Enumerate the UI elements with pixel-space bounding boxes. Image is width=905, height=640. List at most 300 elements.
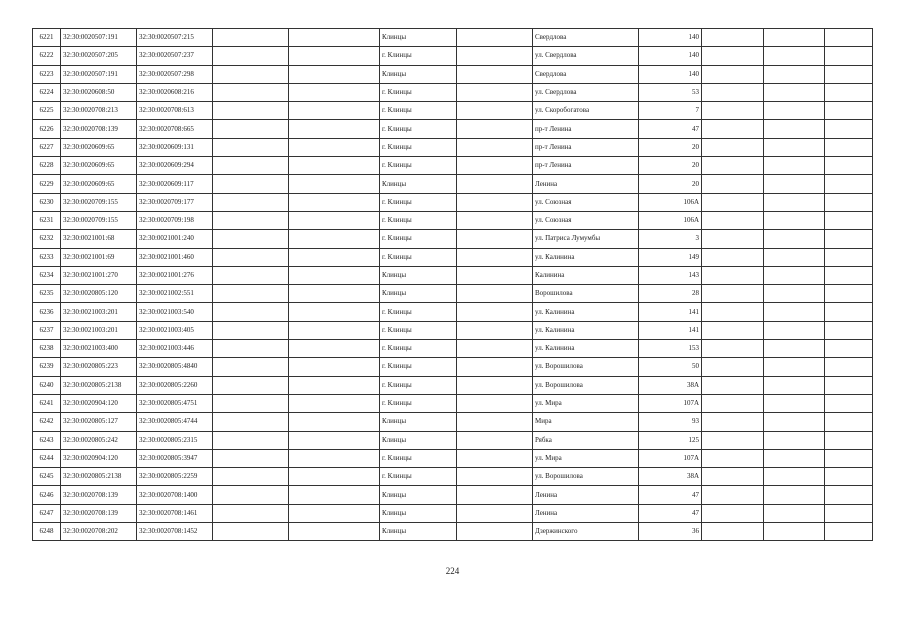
empty-cell bbox=[702, 193, 764, 211]
row-number-cell: 6241 bbox=[33, 394, 61, 412]
building-number-cell: 47 bbox=[639, 120, 702, 138]
city-cell: Клинцы bbox=[380, 266, 457, 284]
row-number-cell: 6238 bbox=[33, 340, 61, 358]
table-row bbox=[33, 486, 873, 504]
table-row bbox=[33, 65, 873, 83]
empty-cell bbox=[764, 468, 825, 486]
table-row bbox=[33, 285, 873, 303]
building-number-cell: 28 bbox=[639, 285, 702, 303]
empty-cell bbox=[825, 83, 873, 101]
row-number-cell: 6236 bbox=[33, 303, 61, 321]
empty-cell bbox=[213, 248, 289, 266]
parcel-cadastral-cell: 32:30:0020708:139 bbox=[61, 504, 137, 522]
empty-cell bbox=[764, 340, 825, 358]
table-row bbox=[33, 138, 873, 156]
empty-cell bbox=[702, 449, 764, 467]
empty-cell bbox=[764, 266, 825, 284]
empty-cell bbox=[825, 193, 873, 211]
empty-cell bbox=[825, 303, 873, 321]
object-cadastral-cell: 32:30:0020805:2315 bbox=[137, 431, 213, 449]
parcel-cadastral-cell: 32:30:0020904:120 bbox=[61, 449, 137, 467]
object-cadastral-cell: 32:30:0020708:1461 bbox=[137, 504, 213, 522]
city-cell: Клинцы bbox=[380, 65, 457, 83]
empty-cell bbox=[764, 47, 825, 65]
parcel-cadastral-cell: 32:30:0020709:155 bbox=[61, 211, 137, 229]
table-row bbox=[33, 413, 873, 431]
empty-cell bbox=[702, 175, 764, 193]
parcel-cadastral-cell: 32:30:0020709:155 bbox=[61, 193, 137, 211]
empty-cell bbox=[457, 266, 533, 284]
empty-cell bbox=[213, 468, 289, 486]
empty-cell bbox=[457, 138, 533, 156]
empty-cell bbox=[702, 376, 764, 394]
building-number-cell: 20 bbox=[639, 175, 702, 193]
object-cadastral-cell: 32:30:0021003:446 bbox=[137, 340, 213, 358]
empty-cell bbox=[457, 321, 533, 339]
building-number-cell: 107А bbox=[639, 394, 702, 412]
empty-cell bbox=[825, 394, 873, 412]
row-number-cell: 6227 bbox=[33, 138, 61, 156]
empty-cell bbox=[764, 29, 825, 47]
empty-cell bbox=[457, 358, 533, 376]
empty-cell bbox=[702, 65, 764, 83]
parcel-cadastral-cell: 32:30:0020608:50 bbox=[61, 83, 137, 101]
city-cell: г. Клинцы bbox=[380, 449, 457, 467]
street-cell: Ленина bbox=[533, 486, 639, 504]
empty-cell bbox=[457, 504, 533, 522]
row-number-cell: 6222 bbox=[33, 47, 61, 65]
empty-cell bbox=[825, 523, 873, 541]
building-number-cell: 36 bbox=[639, 523, 702, 541]
object-cadastral-cell: 32:30:0020805:4744 bbox=[137, 413, 213, 431]
empty-cell bbox=[764, 303, 825, 321]
empty-cell bbox=[825, 321, 873, 339]
object-cadastral-cell: 32:30:0020507:298 bbox=[137, 65, 213, 83]
street-cell: Ленина bbox=[533, 175, 639, 193]
object-cadastral-cell: 32:30:0020507:215 bbox=[137, 29, 213, 47]
street-cell: Калинина bbox=[533, 266, 639, 284]
empty-cell bbox=[825, 230, 873, 248]
parcel-cadastral-cell: 32:30:0021003:201 bbox=[61, 321, 137, 339]
table-row bbox=[33, 468, 873, 486]
empty-cell bbox=[289, 138, 380, 156]
row-number-cell: 6246 bbox=[33, 486, 61, 504]
empty-cell bbox=[213, 65, 289, 83]
street-cell: Ворошилова bbox=[533, 285, 639, 303]
table-row bbox=[33, 83, 873, 101]
empty-cell bbox=[213, 431, 289, 449]
building-number-cell: 20 bbox=[639, 157, 702, 175]
street-cell: ул. Ворошилова bbox=[533, 358, 639, 376]
object-cadastral-cell: 32:30:0020805:2259 bbox=[137, 468, 213, 486]
empty-cell bbox=[289, 211, 380, 229]
street-cell: ул. Мира bbox=[533, 394, 639, 412]
empty-cell bbox=[213, 504, 289, 522]
empty-cell bbox=[289, 102, 380, 120]
empty-cell bbox=[289, 230, 380, 248]
parcel-cadastral-cell: 32:30:0020708:213 bbox=[61, 102, 137, 120]
parcel-cadastral-cell: 32:30:0020708:139 bbox=[61, 120, 137, 138]
table-row bbox=[33, 102, 873, 120]
registry-table bbox=[32, 28, 873, 541]
city-cell: г. Клинцы bbox=[380, 376, 457, 394]
empty-cell bbox=[702, 83, 764, 101]
parcel-cadastral-cell: 32:30:0020507:205 bbox=[61, 47, 137, 65]
empty-cell bbox=[213, 102, 289, 120]
object-cadastral-cell: 32:30:0021003:540 bbox=[137, 303, 213, 321]
empty-cell bbox=[825, 285, 873, 303]
empty-cell bbox=[213, 266, 289, 284]
object-cadastral-cell: 32:30:0021001:460 bbox=[137, 248, 213, 266]
city-cell: г. Клинцы bbox=[380, 157, 457, 175]
street-cell: ул. Ворошилова bbox=[533, 376, 639, 394]
empty-cell bbox=[213, 321, 289, 339]
parcel-cadastral-cell: 32:30:0020805:2138 bbox=[61, 376, 137, 394]
empty-cell bbox=[764, 230, 825, 248]
empty-cell bbox=[702, 285, 764, 303]
empty-cell bbox=[825, 47, 873, 65]
building-number-cell: 50 bbox=[639, 358, 702, 376]
empty-cell bbox=[457, 340, 533, 358]
empty-cell bbox=[289, 394, 380, 412]
street-cell: Свердлова bbox=[533, 65, 639, 83]
empty-cell bbox=[764, 285, 825, 303]
empty-cell bbox=[764, 175, 825, 193]
empty-cell bbox=[702, 303, 764, 321]
object-cadastral-cell: 32:30:0020708:613 bbox=[137, 102, 213, 120]
parcel-cadastral-cell: 32:30:0021001:68 bbox=[61, 230, 137, 248]
object-cadastral-cell: 32:30:0020805:4751 bbox=[137, 394, 213, 412]
object-cadastral-cell: 32:30:0020507:237 bbox=[137, 47, 213, 65]
building-number-cell: 38А bbox=[639, 468, 702, 486]
empty-cell bbox=[213, 486, 289, 504]
table-row bbox=[33, 157, 873, 175]
city-cell: г. Клинцы bbox=[380, 248, 457, 266]
table-row bbox=[33, 29, 873, 47]
table-row bbox=[33, 376, 873, 394]
empty-cell bbox=[213, 394, 289, 412]
empty-cell bbox=[825, 449, 873, 467]
empty-cell bbox=[764, 413, 825, 431]
empty-cell bbox=[289, 266, 380, 284]
empty-cell bbox=[289, 486, 380, 504]
empty-cell bbox=[289, 376, 380, 394]
empty-cell bbox=[457, 175, 533, 193]
city-cell: г. Клинцы bbox=[380, 120, 457, 138]
empty-cell bbox=[702, 102, 764, 120]
city-cell: Клинцы bbox=[380, 486, 457, 504]
empty-cell bbox=[702, 431, 764, 449]
city-cell: г. Клинцы bbox=[380, 211, 457, 229]
building-number-cell: 47 bbox=[639, 486, 702, 504]
city-cell: Клинцы bbox=[380, 285, 457, 303]
empty-cell bbox=[764, 523, 825, 541]
empty-cell bbox=[764, 321, 825, 339]
street-cell: Свердлова bbox=[533, 29, 639, 47]
empty-cell bbox=[702, 321, 764, 339]
city-cell: г. Клинцы bbox=[380, 138, 457, 156]
street-cell: ул. Свердлова bbox=[533, 47, 639, 65]
table-row bbox=[33, 266, 873, 284]
parcel-cadastral-cell: 32:30:0020805:223 bbox=[61, 358, 137, 376]
city-cell: г. Клинцы bbox=[380, 394, 457, 412]
building-number-cell: 106А bbox=[639, 193, 702, 211]
city-cell: г. Клинцы bbox=[380, 468, 457, 486]
table-row bbox=[33, 394, 873, 412]
empty-cell bbox=[289, 83, 380, 101]
building-number-cell: 141 bbox=[639, 303, 702, 321]
city-cell: Клинцы bbox=[380, 29, 457, 47]
empty-cell bbox=[702, 211, 764, 229]
empty-cell bbox=[702, 468, 764, 486]
city-cell: Клинцы bbox=[380, 523, 457, 541]
parcel-cadastral-cell: 32:30:0021003:400 bbox=[61, 340, 137, 358]
empty-cell bbox=[825, 340, 873, 358]
parcel-cadastral-cell: 32:30:0020609:65 bbox=[61, 175, 137, 193]
empty-cell bbox=[289, 358, 380, 376]
street-cell: пр-т Ленина bbox=[533, 157, 639, 175]
empty-cell bbox=[825, 248, 873, 266]
empty-cell bbox=[764, 376, 825, 394]
city-cell: г. Клинцы bbox=[380, 358, 457, 376]
building-number-cell: 93 bbox=[639, 413, 702, 431]
city-cell: г. Клинцы bbox=[380, 340, 457, 358]
empty-cell bbox=[457, 65, 533, 83]
empty-cell bbox=[289, 47, 380, 65]
table-row bbox=[33, 358, 873, 376]
empty-cell bbox=[825, 65, 873, 83]
row-number-cell: 6233 bbox=[33, 248, 61, 266]
building-number-cell: 3 bbox=[639, 230, 702, 248]
row-number-cell: 6229 bbox=[33, 175, 61, 193]
empty-cell bbox=[702, 120, 764, 138]
street-cell: ул. Скоробогатова bbox=[533, 102, 639, 120]
table-row bbox=[33, 248, 873, 266]
empty-cell bbox=[825, 138, 873, 156]
empty-cell bbox=[825, 120, 873, 138]
empty-cell bbox=[702, 523, 764, 541]
empty-cell bbox=[702, 340, 764, 358]
parcel-cadastral-cell: 32:30:0021001:69 bbox=[61, 248, 137, 266]
empty-cell bbox=[457, 230, 533, 248]
empty-cell bbox=[825, 504, 873, 522]
empty-cell bbox=[213, 83, 289, 101]
empty-cell bbox=[457, 413, 533, 431]
empty-cell bbox=[457, 303, 533, 321]
row-number-cell: 6245 bbox=[33, 468, 61, 486]
city-cell: г. Клинцы bbox=[380, 303, 457, 321]
street-cell: пр-т Ленина bbox=[533, 138, 639, 156]
empty-cell bbox=[764, 248, 825, 266]
empty-cell bbox=[213, 138, 289, 156]
street-cell: ул. Союзная bbox=[533, 211, 639, 229]
object-cadastral-cell: 32:30:0020609:294 bbox=[137, 157, 213, 175]
row-number-cell: 6221 bbox=[33, 29, 61, 47]
parcel-cadastral-cell: 32:30:0020805:242 bbox=[61, 431, 137, 449]
empty-cell bbox=[702, 248, 764, 266]
parcel-cadastral-cell: 32:30:0020609:65 bbox=[61, 138, 137, 156]
object-cadastral-cell: 32:30:0020708:665 bbox=[137, 120, 213, 138]
street-cell: ул. Калинина bbox=[533, 340, 639, 358]
street-cell: ул. Союзная bbox=[533, 193, 639, 211]
empty-cell bbox=[702, 157, 764, 175]
city-cell: г. Клинцы bbox=[380, 47, 457, 65]
table-row bbox=[33, 120, 873, 138]
empty-cell bbox=[213, 376, 289, 394]
empty-cell bbox=[457, 248, 533, 266]
empty-cell bbox=[213, 175, 289, 193]
street-cell: Мира bbox=[533, 413, 639, 431]
empty-cell bbox=[213, 157, 289, 175]
empty-cell bbox=[213, 193, 289, 211]
building-number-cell: 125 bbox=[639, 431, 702, 449]
object-cadastral-cell: 32:30:0020805:4840 bbox=[137, 358, 213, 376]
empty-cell bbox=[289, 248, 380, 266]
row-number-cell: 6235 bbox=[33, 285, 61, 303]
empty-cell bbox=[289, 413, 380, 431]
building-number-cell: 38А bbox=[639, 376, 702, 394]
parcel-cadastral-cell: 32:30:0020805:127 bbox=[61, 413, 137, 431]
empty-cell bbox=[213, 449, 289, 467]
empty-cell bbox=[764, 83, 825, 101]
street-cell: ул. Мира bbox=[533, 449, 639, 467]
building-number-cell: 7 bbox=[639, 102, 702, 120]
building-number-cell: 140 bbox=[639, 29, 702, 47]
empty-cell bbox=[213, 230, 289, 248]
empty-cell bbox=[457, 83, 533, 101]
table-row bbox=[33, 211, 873, 229]
empty-cell bbox=[457, 120, 533, 138]
row-number-cell: 6226 bbox=[33, 120, 61, 138]
parcel-cadastral-cell: 32:30:0020609:65 bbox=[61, 157, 137, 175]
row-number-cell: 6242 bbox=[33, 413, 61, 431]
street-cell: пр-т Ленина bbox=[533, 120, 639, 138]
row-number-cell: 6248 bbox=[33, 523, 61, 541]
row-number-cell: 6240 bbox=[33, 376, 61, 394]
empty-cell bbox=[289, 303, 380, 321]
empty-cell bbox=[764, 138, 825, 156]
table-body bbox=[33, 29, 873, 541]
object-cadastral-cell: 32:30:0021001:240 bbox=[137, 230, 213, 248]
page-number: 224 bbox=[445, 566, 460, 576]
street-cell: Рябка bbox=[533, 431, 639, 449]
object-cadastral-cell: 32:30:0021001:276 bbox=[137, 266, 213, 284]
building-number-cell: 153 bbox=[639, 340, 702, 358]
empty-cell bbox=[825, 157, 873, 175]
empty-cell bbox=[213, 358, 289, 376]
building-number-cell: 140 bbox=[639, 47, 702, 65]
empty-cell bbox=[702, 394, 764, 412]
building-number-cell: 107А bbox=[639, 449, 702, 467]
empty-cell bbox=[702, 47, 764, 65]
empty-cell bbox=[764, 157, 825, 175]
object-cadastral-cell: 32:30:0020709:198 bbox=[137, 211, 213, 229]
empty-cell bbox=[289, 504, 380, 522]
parcel-cadastral-cell: 32:30:0021001:270 bbox=[61, 266, 137, 284]
city-cell: г. Клинцы bbox=[380, 230, 457, 248]
row-number-cell: 6231 bbox=[33, 211, 61, 229]
street-cell: ул. Свердлова bbox=[533, 83, 639, 101]
table-row bbox=[33, 321, 873, 339]
table-row bbox=[33, 230, 873, 248]
building-number-cell: 20 bbox=[639, 138, 702, 156]
row-number-cell: 6223 bbox=[33, 65, 61, 83]
city-cell: Клинцы bbox=[380, 413, 457, 431]
object-cadastral-cell: 32:30:0020805:2260 bbox=[137, 376, 213, 394]
object-cadastral-cell: 32:30:0020608:216 bbox=[137, 83, 213, 101]
empty-cell bbox=[289, 468, 380, 486]
parcel-cadastral-cell: 32:30:0020805:2138 bbox=[61, 468, 137, 486]
empty-cell bbox=[764, 394, 825, 412]
empty-cell bbox=[213, 303, 289, 321]
table-row bbox=[33, 303, 873, 321]
empty-cell bbox=[213, 120, 289, 138]
empty-cell bbox=[289, 175, 380, 193]
object-cadastral-cell: 32:30:0020609:131 bbox=[137, 138, 213, 156]
row-number-cell: 6228 bbox=[33, 157, 61, 175]
empty-cell bbox=[457, 102, 533, 120]
empty-cell bbox=[764, 211, 825, 229]
building-number-cell: 106А bbox=[639, 211, 702, 229]
table-row bbox=[33, 449, 873, 467]
table-row bbox=[33, 431, 873, 449]
parcel-cadastral-cell: 32:30:0020904:120 bbox=[61, 394, 137, 412]
empty-cell bbox=[457, 47, 533, 65]
empty-cell bbox=[702, 413, 764, 431]
row-number-cell: 6244 bbox=[33, 449, 61, 467]
table-row bbox=[33, 175, 873, 193]
empty-cell bbox=[457, 431, 533, 449]
building-number-cell: 140 bbox=[639, 65, 702, 83]
city-cell: Клинцы bbox=[380, 504, 457, 522]
street-cell: ул. Патриса Лумумбы bbox=[533, 230, 639, 248]
empty-cell bbox=[825, 376, 873, 394]
street-cell: ул. Калинина bbox=[533, 248, 639, 266]
empty-cell bbox=[213, 285, 289, 303]
empty-cell bbox=[825, 266, 873, 284]
object-cadastral-cell: 32:30:0020709:177 bbox=[137, 193, 213, 211]
parcel-cadastral-cell: 32:30:0021003:201 bbox=[61, 303, 137, 321]
empty-cell bbox=[457, 449, 533, 467]
empty-cell bbox=[825, 358, 873, 376]
empty-cell bbox=[764, 449, 825, 467]
empty-cell bbox=[825, 175, 873, 193]
table-row bbox=[33, 504, 873, 522]
building-number-cell: 47 bbox=[639, 504, 702, 522]
empty-cell bbox=[213, 211, 289, 229]
empty-cell bbox=[764, 358, 825, 376]
street-cell: ул. Калинина bbox=[533, 321, 639, 339]
empty-cell bbox=[457, 157, 533, 175]
row-number-cell: 6225 bbox=[33, 102, 61, 120]
empty-cell bbox=[702, 266, 764, 284]
row-number-cell: 6232 bbox=[33, 230, 61, 248]
street-cell: ул. Ворошилова bbox=[533, 468, 639, 486]
table-row bbox=[33, 340, 873, 358]
table-row bbox=[33, 47, 873, 65]
empty-cell bbox=[764, 193, 825, 211]
empty-cell bbox=[289, 65, 380, 83]
empty-cell bbox=[457, 486, 533, 504]
empty-cell bbox=[702, 138, 764, 156]
empty-cell bbox=[702, 486, 764, 504]
city-cell: г. Клинцы bbox=[380, 193, 457, 211]
empty-cell bbox=[289, 321, 380, 339]
empty-cell bbox=[825, 102, 873, 120]
building-number-cell: 149 bbox=[639, 248, 702, 266]
parcel-cadastral-cell: 32:30:0020708:139 bbox=[61, 486, 137, 504]
building-number-cell: 141 bbox=[639, 321, 702, 339]
